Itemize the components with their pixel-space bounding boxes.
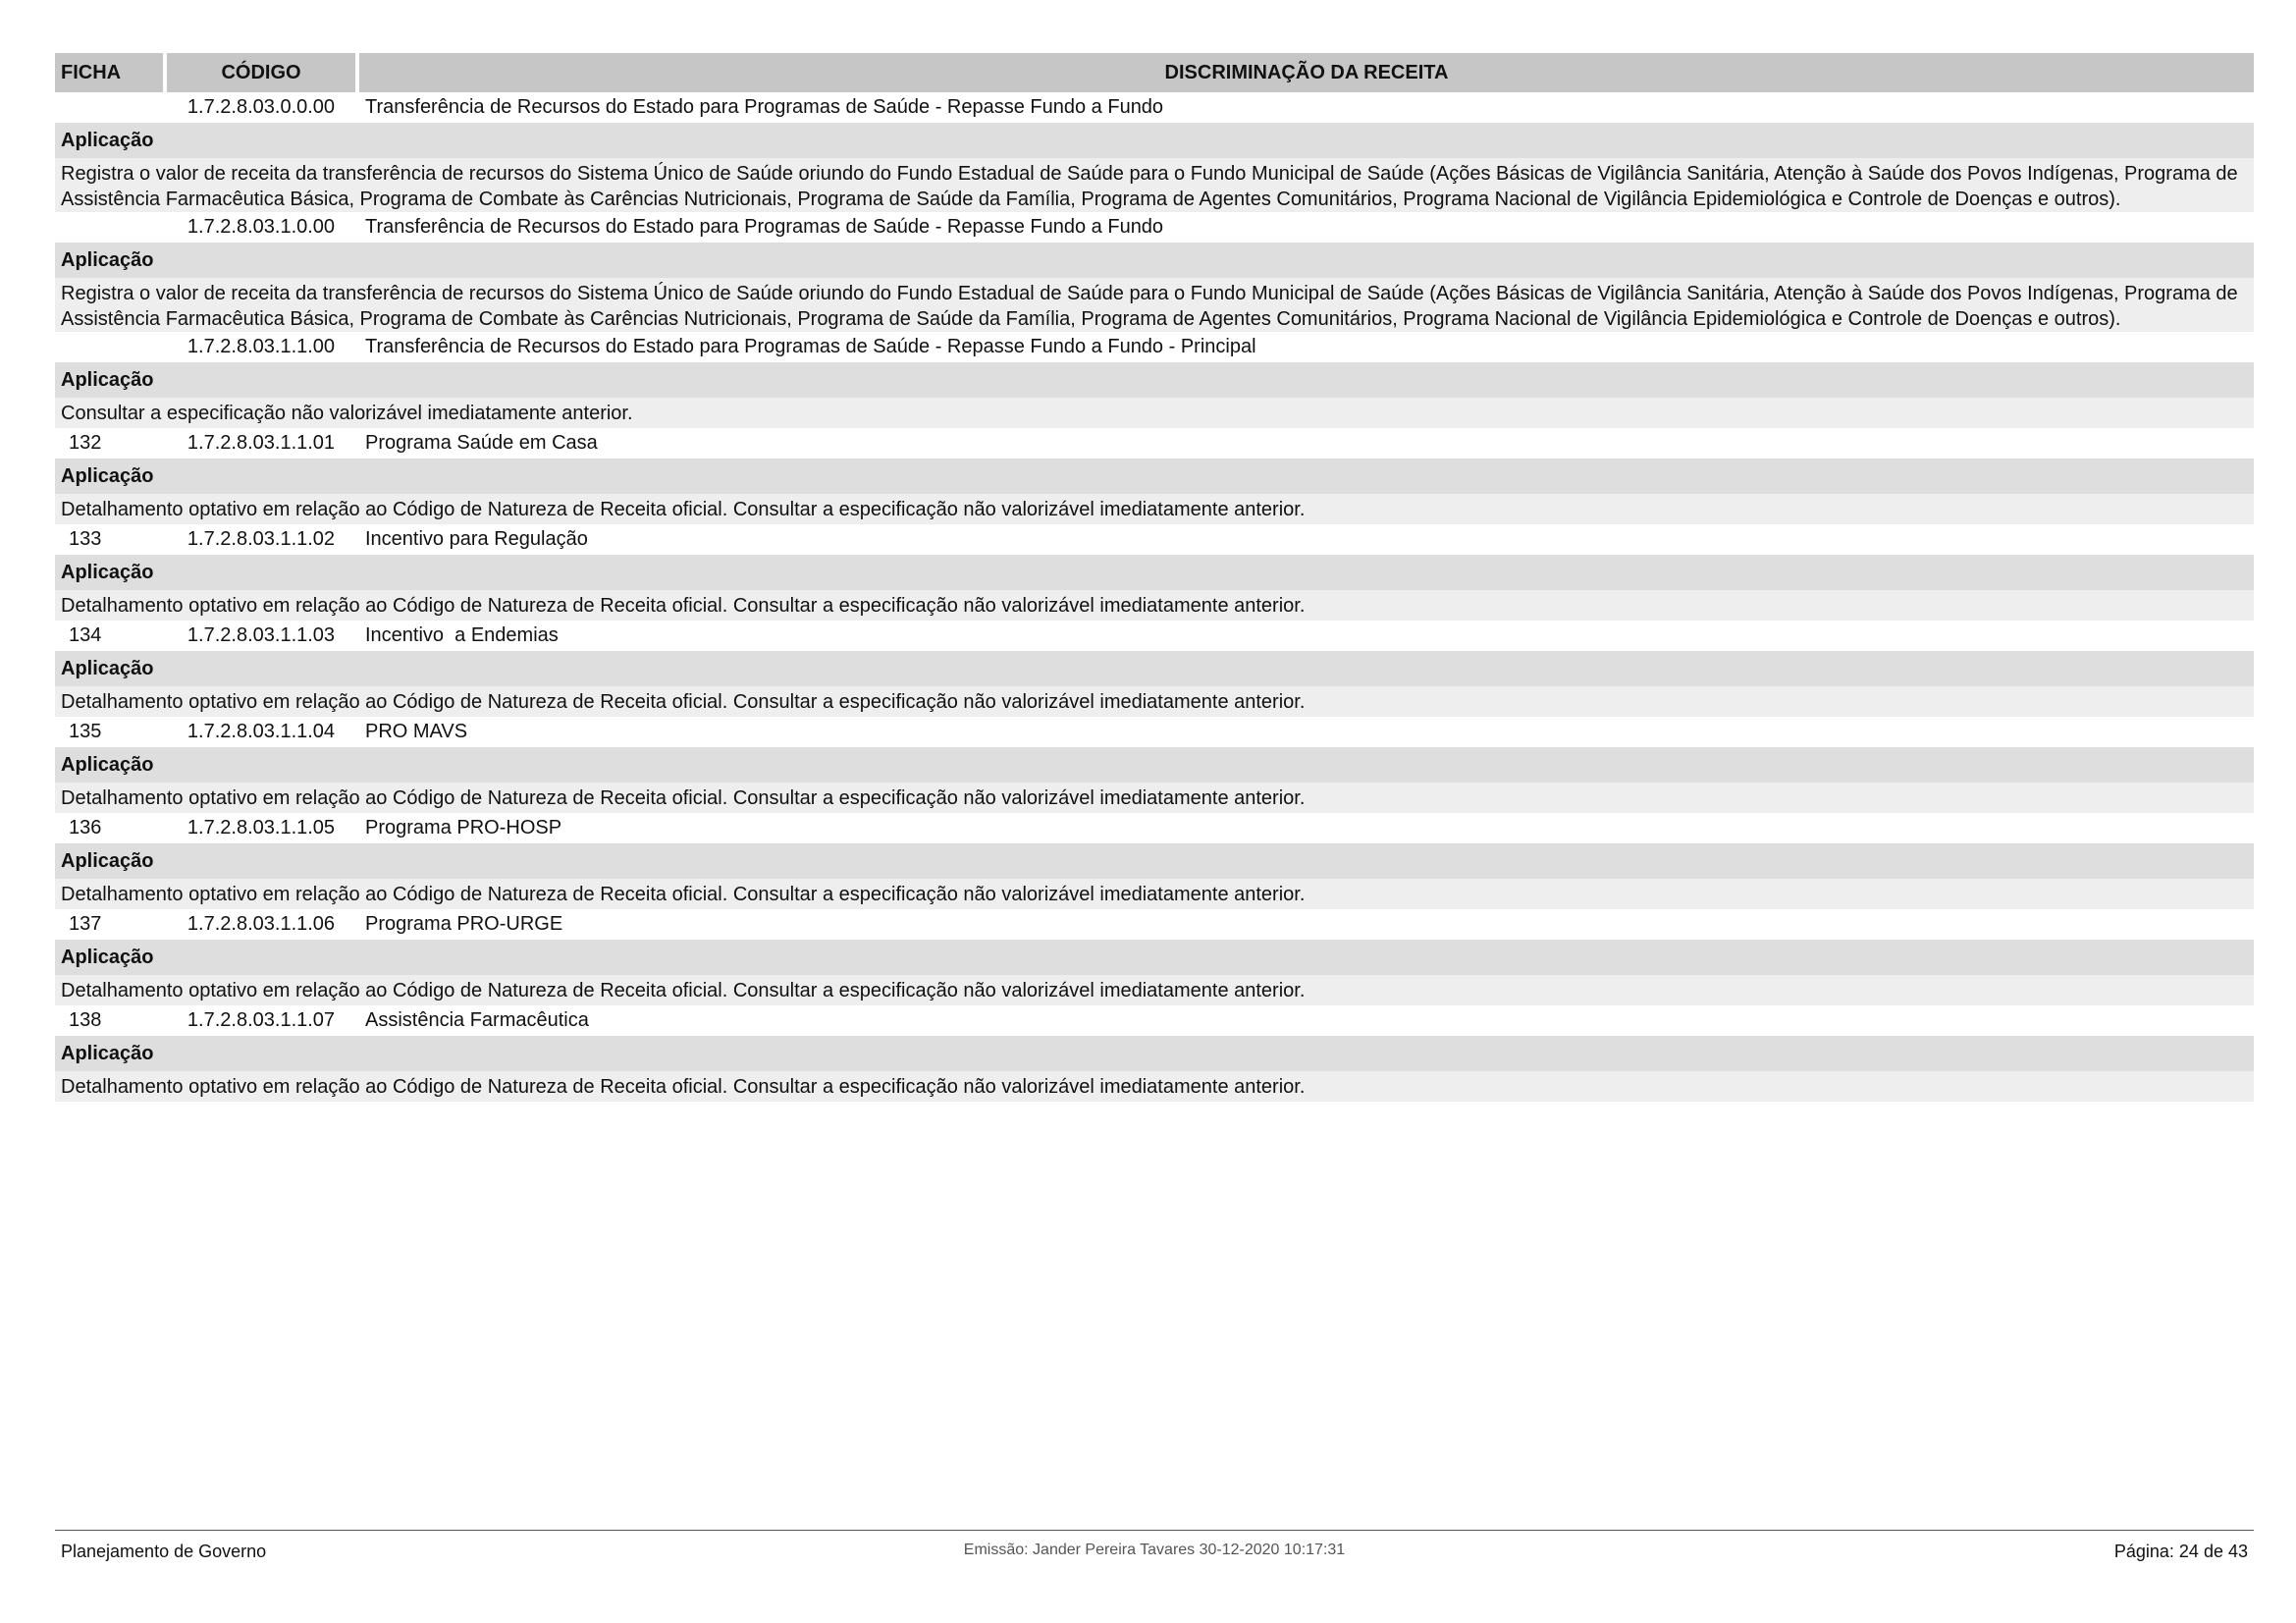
- aplicacao-label: Aplicação: [55, 243, 2254, 278]
- entry-descricao: Incentivo a Endemias: [365, 624, 559, 646]
- entry-descricao: Programa PRO-HOSP: [365, 817, 562, 839]
- entry-descricao: Assistência Farmacêutica: [365, 1009, 589, 1031]
- aplicacao-label: Aplicação: [55, 747, 2254, 783]
- entry-row: [55, 212, 2254, 243]
- aplicacao-text: Detalhamento optativo em relação ao Código de Natureza de Receita oficial. Consultar a especificação não valorizável imediatamente anterior.: [55, 975, 2254, 1005]
- header-codigo: CÓDIGO: [167, 53, 355, 92]
- aplicacao-text: Detalhamento optativo em relação ao Código de Natureza de Receita oficial. Consultar a especificação não valorizável imediatamente anterior.: [55, 879, 2254, 909]
- aplicacao-text: Detalhamento optativo em relação ao Código de Natureza de Receita oficial. Consultar a especificação não valorizável imediatamente anterior.: [55, 783, 2254, 813]
- aplicacao-label: Aplicação: [55, 459, 2254, 494]
- aplicacao-text: Consultar a especificação não valorizável imediatamente anterior.: [55, 398, 2254, 428]
- aplicacao-text: Detalhamento optativo em relação ao Código de Natureza de Receita oficial. Consultar a especificação não valorizável imediatamente anterior.: [55, 590, 2254, 621]
- entry-row: [55, 524, 2254, 555]
- aplicacao-label: Aplicação: [55, 651, 2254, 686]
- entry-codigo: 1.7.2.8.03.1.1.03: [187, 624, 336, 646]
- entry-codigo: 1.7.2.8.03.1.1.04: [187, 721, 336, 742]
- aplicacao-text: Detalhamento optativo em relação ao Código de Natureza de Receita oficial. Consultar a especificação não valorizável imediatamente anterior.: [55, 494, 2254, 524]
- entry-row: [55, 717, 2254, 747]
- entry-ficha: 136: [69, 817, 102, 839]
- table-header: [55, 53, 2254, 92]
- footer-page-number: Página: 24 de 43: [2113, 1542, 2248, 1561]
- entry-codigo: 1.7.2.8.03.1.1.00: [187, 336, 336, 357]
- entry-descricao: PRO MAVS: [365, 721, 468, 742]
- revenue-table: [55, 53, 2254, 1102]
- entry-descricao: Transferência de Recursos do Estado para Programas de Saúde - Repasse Fundo a Fundo: [365, 216, 1164, 238]
- aplicacao-text: Detalhamento optativo em relação ao Código de Natureza de Receita oficial. Consultar a especificação não valorizável imediatamente anterior.: [55, 686, 2254, 717]
- aplicacao-label: Aplicação: [55, 123, 2254, 158]
- entry-row: [55, 332, 2254, 362]
- aplicacao-label: Aplicação: [55, 843, 2254, 879]
- page-footer: [55, 1530, 2254, 1570]
- entry-row: [55, 621, 2254, 651]
- entry-ficha: 134: [69, 624, 102, 646]
- aplicacao-text: Registra o valor de receita da transferência de recursos do Sistema Único de Saúde oriundo do Fundo Estadual de Saúde para o Fundo Municipal de Saúde (Ações Básicas de Vigilância Sanitária, Atenção à Saúde dos Povos Indígenas, Programa de Assistência Farmacêutica Básica, Programa de Combate às Carências Nutricionais, Programa de Saúde da Família, Programa de Agentes Comunitários, Programa Nacional de Vigilância Epidemiológica e Controle de Doenças e outros).: [55, 158, 2254, 212]
- aplicacao-label: Aplicação: [55, 940, 2254, 975]
- entry-descricao: Transferência de Recursos do Estado para Programas de Saúde - Repasse Fundo a Fundo: [365, 96, 1164, 118]
- aplicacao-text: Registra o valor de receita da transferência de recursos do Sistema Único de Saúde oriundo do Fundo Estadual de Saúde para o Fundo Municipal de Saúde (Ações Básicas de Vigilância Sanitária, Atenção à Saúde dos Povos Indígenas, Programa de Assistência Farmacêutica Básica, Programa de Combate às Carências Nutricionais, Programa de Saúde da Família, Programa de Agentes Comunitários, Programa Nacional de Vigilância Epidemiológica e Controle de Doenças e outros).: [55, 278, 2254, 332]
- aplicacao-text: Detalhamento optativo em relação ao Código de Natureza de Receita oficial. Consultar a especificação não valorizável imediatamente anterior.: [55, 1071, 2254, 1102]
- entry-row: [55, 428, 2254, 459]
- footer-emission: Emissão: Jander Pereira Tavares 30-12-2020 10:17:31: [963, 1542, 1346, 1558]
- entry-row: [55, 1005, 2254, 1036]
- entry-codigo: 1.7.2.8.03.1.1.06: [187, 913, 336, 935]
- entry-row: [55, 909, 2254, 940]
- entry-ficha: 137: [69, 913, 102, 935]
- entry-ficha: 138: [69, 1009, 102, 1031]
- footer-department: Planejamento de Governo: [61, 1542, 267, 1561]
- entry-codigo: 1.7.2.8.03.1.1.01: [187, 432, 336, 454]
- entry-codigo: 1.7.2.8.03.1.1.02: [187, 528, 336, 550]
- entry-row: [55, 813, 2254, 843]
- entry-ficha: 133: [69, 528, 102, 550]
- entry-descricao: Incentivo para Regulação: [365, 528, 588, 550]
- entry-ficha: 132: [69, 432, 102, 454]
- aplicacao-label: Aplicação: [55, 362, 2254, 398]
- entry-row: [55, 92, 2254, 123]
- entry-codigo: 1.7.2.8.03.1.0.00: [187, 216, 336, 238]
- entry-codigo: 1.7.2.8.03.0.0.00: [187, 96, 336, 118]
- aplicacao-label: Aplicação: [55, 555, 2254, 590]
- aplicacao-label: Aplicação: [55, 1036, 2254, 1071]
- entry-codigo: 1.7.2.8.03.1.1.05: [187, 817, 336, 839]
- entry-codigo: 1.7.2.8.03.1.1.07: [187, 1009, 336, 1031]
- entry-descricao: Programa Saúde em Casa: [365, 432, 598, 454]
- entry-ficha: 135: [69, 721, 102, 742]
- header-discriminacao: DISCRIMINAÇÃO DA RECEITA: [359, 53, 2254, 92]
- header-ficha: FICHA: [55, 53, 163, 92]
- entry-descricao: Programa PRO-URGE: [365, 913, 563, 935]
- entry-descricao: Transferência de Recursos do Estado para Programas de Saúde - Repasse Fundo a Fundo - Principal: [365, 336, 1256, 357]
